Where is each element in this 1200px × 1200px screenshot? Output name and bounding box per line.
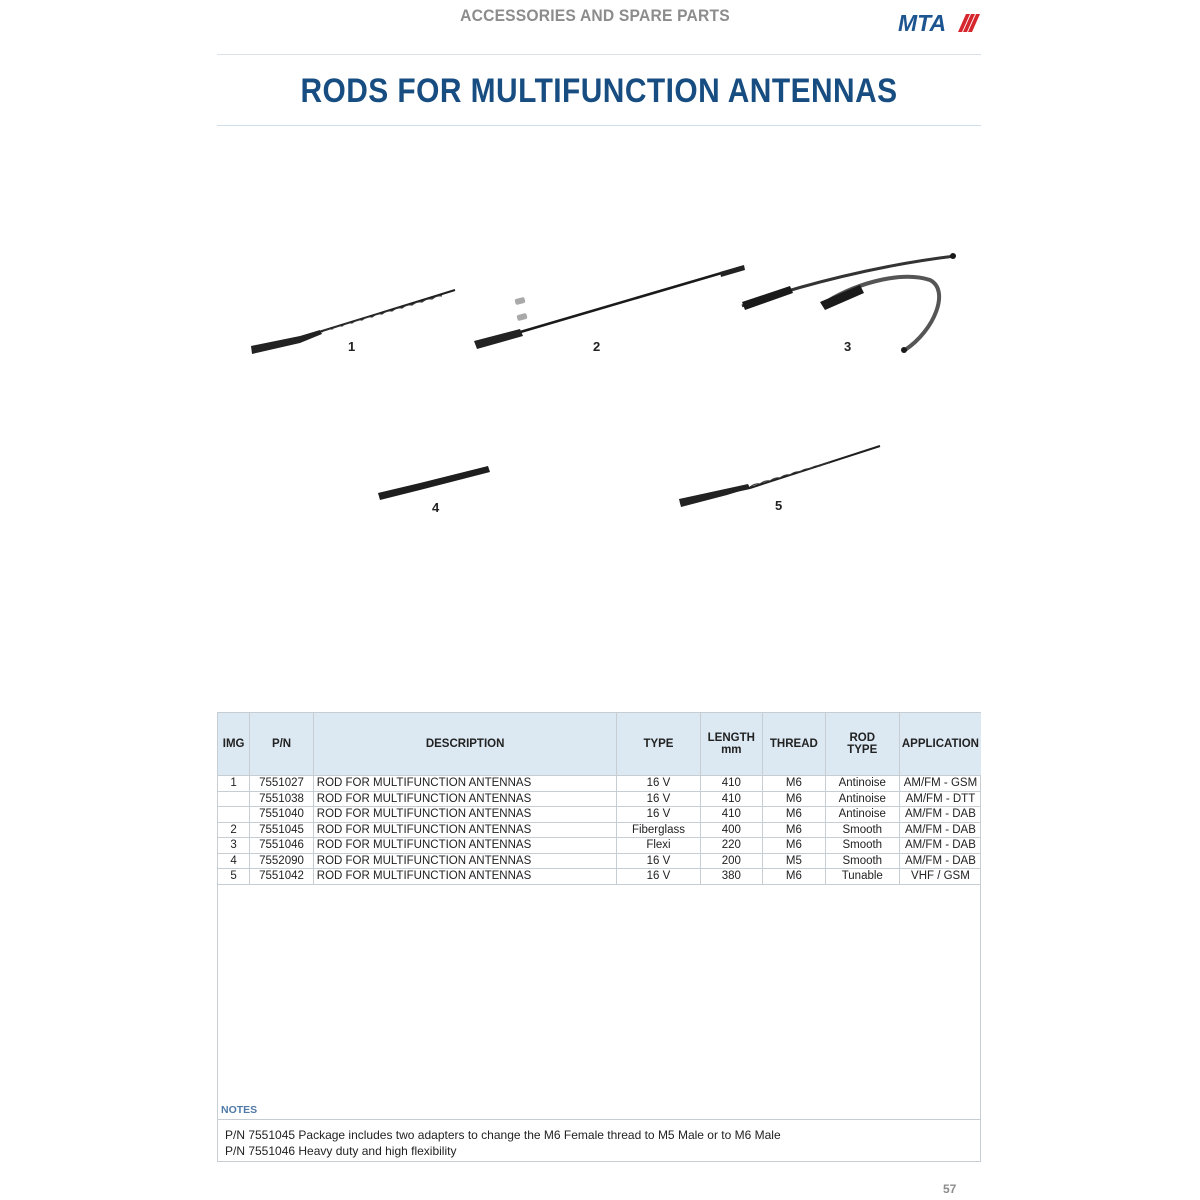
- col-header-rod-type: [825, 713, 899, 776]
- cell-application: AM/FM - DAB: [899, 822, 981, 838]
- notes-divider: [217, 1119, 981, 1120]
- cell-application: AM/FM - DTT: [899, 791, 981, 807]
- image-number-4: 4: [432, 500, 440, 515]
- cell-application: AM/FM - DAB: [899, 807, 981, 823]
- cell-rod-type: Smooth: [825, 853, 899, 869]
- cell-thread: M6: [763, 807, 826, 823]
- cell-rod-type: Antinoise: [825, 807, 899, 823]
- cell-type: 16 V: [617, 807, 700, 823]
- table-header-row: [218, 713, 981, 776]
- cell-img: 2: [218, 822, 250, 838]
- cell-img: 1: [218, 776, 250, 792]
- cell-length: 410: [700, 807, 763, 823]
- cell-thread: M6: [763, 869, 826, 885]
- rod-type-label-2: TYPE: [847, 744, 878, 756]
- cell-type: Fiberglass: [617, 822, 700, 838]
- cell-application: AM/FM - DAB: [899, 853, 981, 869]
- table-row: [218, 822, 981, 838]
- col-header-description: DESCRIPTION: [313, 713, 617, 776]
- cell-length: 380: [700, 869, 763, 885]
- cell-pn: 7551027: [250, 776, 314, 792]
- header-divider: [217, 54, 981, 55]
- cell-thread: M6: [763, 791, 826, 807]
- note-line-2: P/N 7551046 Heavy duty and high flexibility: [225, 1144, 457, 1158]
- cell-thread: M6: [763, 838, 826, 854]
- cell-pn: 7551042: [250, 869, 314, 885]
- length-unit: mm: [721, 744, 742, 756]
- cell-rod-type: Smooth: [825, 838, 899, 854]
- table-row: [218, 869, 981, 885]
- col-header-img: IMG: [218, 713, 250, 776]
- notes-label: NOTES: [221, 1104, 258, 1116]
- cell-type: 16 V: [617, 791, 700, 807]
- col-header-thread: THREAD: [763, 713, 826, 776]
- spec-table: [218, 713, 981, 885]
- cell-length: 400: [700, 822, 763, 838]
- col-header-length: [700, 713, 763, 776]
- product-images: [240, 240, 980, 530]
- col-header-pn: P/N: [250, 713, 314, 776]
- cell-type: Flexi: [617, 838, 700, 854]
- cell-img: [218, 807, 250, 823]
- cell-type: 16 V: [617, 853, 700, 869]
- cell-type: 16 V: [617, 776, 700, 792]
- cell-length: 220: [700, 838, 763, 854]
- cell-description: ROD FOR MULTIFUNCTION ANTENNAS: [313, 869, 617, 885]
- cell-thread: M6: [763, 776, 826, 792]
- title-divider: [217, 125, 981, 126]
- svg-text:MTA: MTA: [898, 10, 947, 36]
- cell-rod-type: Antinoise: [825, 776, 899, 792]
- cell-img: 5: [218, 869, 250, 885]
- cell-img: [218, 791, 250, 807]
- page-title: RODS FOR MULTIFUNCTION ANTENNAS: [300, 72, 898, 110]
- cell-description: ROD FOR MULTIFUNCTION ANTENNAS: [313, 853, 617, 869]
- page-number: 57: [943, 1182, 957, 1196]
- cell-rod-type: Smooth: [825, 822, 899, 838]
- cell-description: ROD FOR MULTIFUNCTION ANTENNAS: [313, 776, 617, 792]
- cell-length: 200: [700, 853, 763, 869]
- table-row: [218, 853, 981, 869]
- cell-application: AM/FM - GSM: [899, 776, 981, 792]
- cell-thread: M6: [763, 822, 826, 838]
- flexi-rod-icon: [742, 253, 956, 353]
- table-row: [218, 791, 981, 807]
- note-line-1: P/N 7551045 Package includes two adapters to change the M6 Female thread to M5 Male or to M6 Male: [225, 1128, 781, 1142]
- cell-img: 4: [218, 853, 250, 869]
- cell-pn: 7551046: [250, 838, 314, 854]
- length-label: LENGTH: [707, 732, 755, 744]
- cell-img: 3: [218, 838, 250, 854]
- table-row: [218, 776, 981, 792]
- cell-rod-type: Antinoise: [825, 791, 899, 807]
- cell-description: ROD FOR MULTIFUNCTION ANTENNAS: [313, 791, 617, 807]
- cell-length: 410: [700, 791, 763, 807]
- cell-rod-type: Tunable: [825, 869, 899, 885]
- cell-description: ROD FOR MULTIFUNCTION ANTENNAS: [313, 822, 617, 838]
- cell-description: ROD FOR MULTIFUNCTION ANTENNAS: [313, 807, 617, 823]
- short-rod-icon: [378, 466, 490, 500]
- cell-thread: M5: [763, 853, 826, 869]
- cell-type: 16 V: [617, 869, 700, 885]
- mta-logo: [898, 10, 980, 36]
- image-number-2: 2: [593, 339, 601, 354]
- cell-length: 410: [700, 776, 763, 792]
- cell-pn: 7552090: [250, 853, 314, 869]
- cell-pn: 7551038: [250, 791, 314, 807]
- cell-application: AM/FM - DAB: [899, 838, 981, 854]
- col-header-application: APPLICATION: [899, 713, 981, 776]
- table-row: [218, 807, 981, 823]
- cell-pn: 7551040: [250, 807, 314, 823]
- image-number-3: 3: [844, 339, 852, 354]
- section-title: ACCESSORIES AND SPARE PARTS: [460, 6, 730, 25]
- table-row: [218, 838, 981, 854]
- cell-description: ROD FOR MULTIFUNCTION ANTENNAS: [313, 838, 617, 854]
- image-number-5: 5: [775, 498, 783, 513]
- spec-table-container: [217, 712, 981, 1162]
- cell-pn: 7551045: [250, 822, 314, 838]
- rod-type-label-1: ROD: [849, 732, 876, 744]
- col-header-type: TYPE: [617, 713, 700, 776]
- cell-application: VHF / GSM: [899, 869, 981, 885]
- image-number-1: 1: [348, 339, 356, 354]
- fiberglass-rod-with-adapters-icon: [474, 265, 745, 349]
